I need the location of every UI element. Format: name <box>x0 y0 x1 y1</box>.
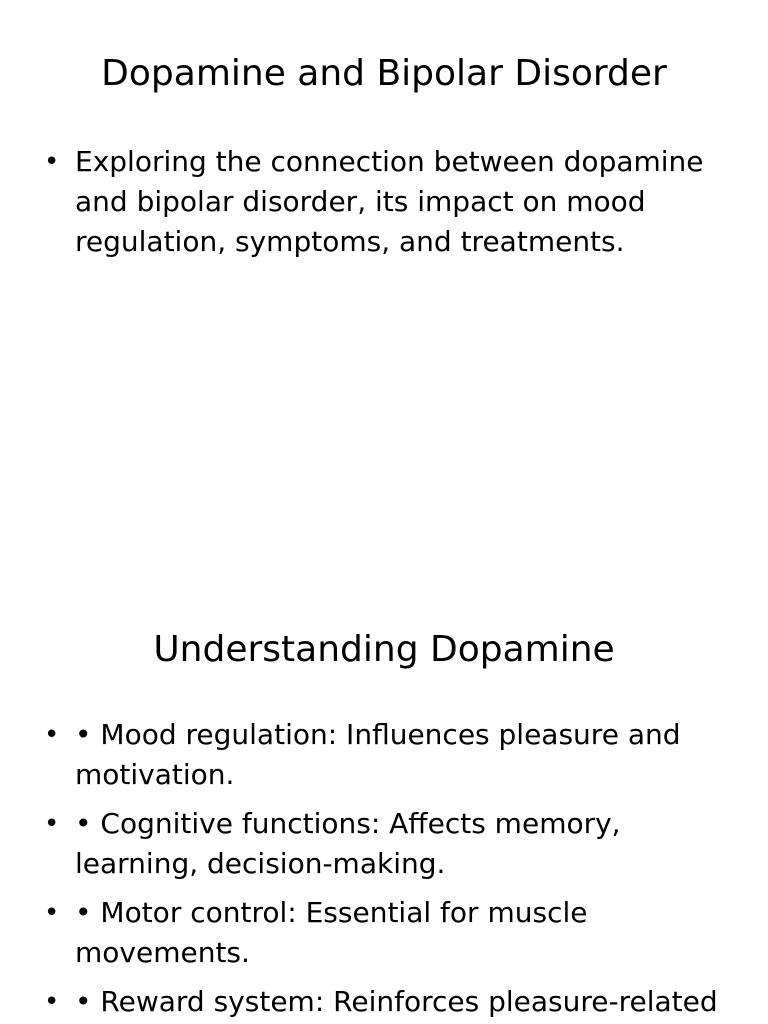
bullet-list <box>44 715 724 1024</box>
bullet-icon: • <box>44 147 60 177</box>
bullet-list <box>44 142 724 271</box>
bullet-text: • Cognitive functions: Affects memory, learning, decision-making. <box>75 807 621 880</box>
bullet-text: • Mood regulation: Influences pleasure and motivation. <box>75 718 681 791</box>
slide-title: Understanding Dopamine <box>153 629 615 670</box>
bullet-item <box>44 893 724 973</box>
bullet-text: • Motor control: Essential for muscle movements. <box>75 896 588 969</box>
bullet-item <box>44 715 724 795</box>
bullet-item <box>44 804 724 884</box>
bullet-icon: • <box>44 720 60 750</box>
bullet-icon: • <box>44 987 60 1017</box>
slide-title: Dopamine and Bipolar Disorder <box>101 53 667 94</box>
slide-2 <box>0 576 768 1024</box>
bullet-item <box>44 142 724 262</box>
bullet-item <box>44 982 724 1022</box>
bullet-text: • Reward system: Reinforces pleasure-related <box>75 985 718 1018</box>
bullet-icon: • <box>44 809 60 839</box>
bullet-icon: • <box>44 898 60 928</box>
bullet-text: Exploring the connection between dopamine and bipolar disorder, its impact on mood regulation, symptoms, and treatments. <box>75 145 704 258</box>
